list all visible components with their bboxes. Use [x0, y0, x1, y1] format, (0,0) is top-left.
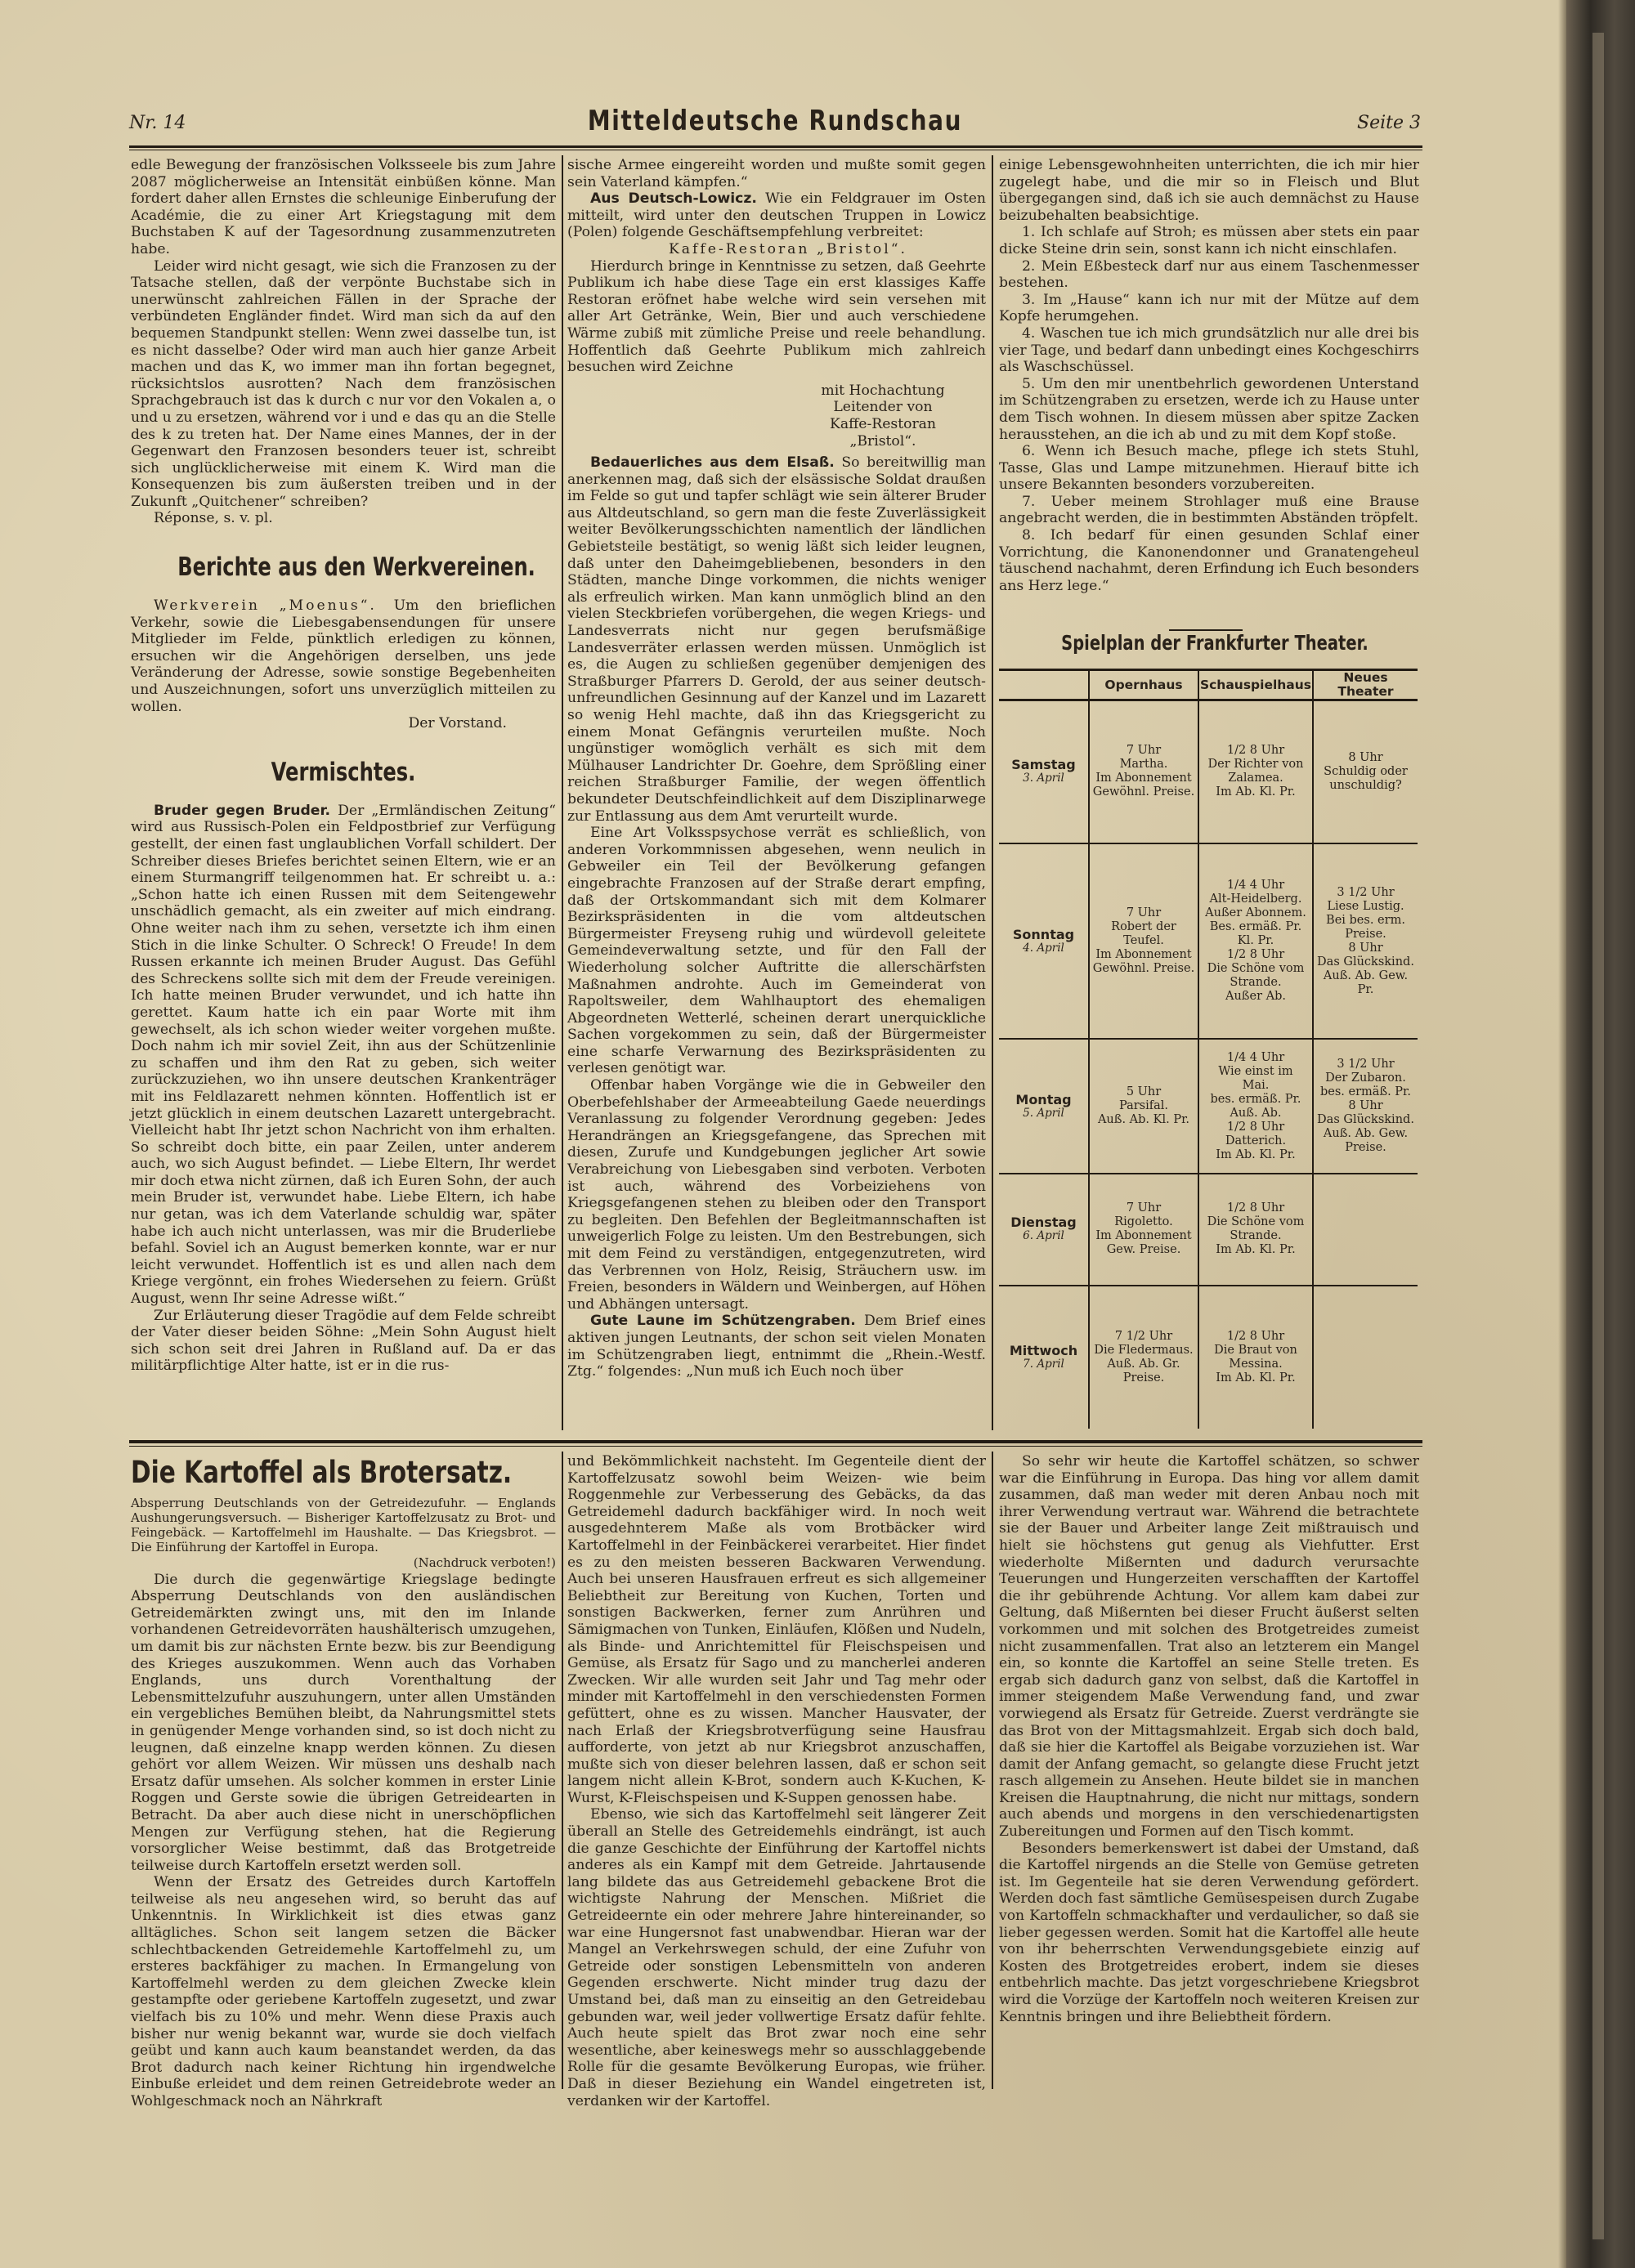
column-1 [131, 157, 556, 1428]
column-rule-lower-1 [562, 1452, 563, 2089]
column-header: Schauspielhaus [1198, 670, 1313, 700]
day-name: Dienstag [1010, 1215, 1077, 1231]
table-row [999, 843, 1418, 1039]
rsvp-line: Réponse, s. v. pl. [154, 510, 273, 527]
article-text: Wie ein Feldgrauer im Osten mitteilt, wird unter den deutschen Truppen in Lowicz (Polen) folgende Geschäftsempfehlung verbreitet: [567, 190, 986, 241]
section-heading-vermischtes: Vermischtes. [271, 757, 416, 787]
column-rule-2 [992, 155, 993, 1430]
kartoffel-column-2 [567, 1453, 986, 2109]
day-cell [999, 1174, 1089, 1285]
reprint-note: (Nachdruck verboten!) [413, 1555, 556, 1570]
binding-strip [1592, 33, 1604, 2239]
table-cell: 3 1/2 Uhr Liese Lustig. Bei bes. erm. Preise. 8 Uhr Das Glückskind. Auß. Ab. Gew. Pr. [1313, 843, 1418, 1039]
article-text: Ebenso, wie sich das Kartoffelmehl seit längerer Zeit überall an Stelle des Getreidemehls eindrängt, ist auch die ganze Geschichte der Einführung der Kartoffel nichts anderes als ein Kampf mit dem Getreide. Jahrtausende lang bildete das aus Getreidemehl gebackene Brot die wichtigste Nahrung der Menschen. Mißriet die Getreideernte ein oder mehrere Jahre hintereinander, so war eine Hungersnot fast unabwendbar. Hieran war der Mangel an Verkehrswegen schuld, der eine Zufuhr von Getreide oder sonstigen Lebensmitteln von anderen Gegenden erschwerte. Nicht minder trug dazu der Umstand bei, daß man zu einseitig an den Getreidebau gebunden war, weil jeder vollwertige Ersatz dafür fehlte. Auch heute spielt das Brot zwar noch eine sehr wesentliche, aber keineswegs mehr so ausschlaggebende Rolle für die gesamte Bevölkerung Europas, wie früher. Daß in dieser Beziehung ein Wandel eingetreten ist, verdanken wir der Kartoffel. [567, 1806, 986, 2109]
table-cell: 3 1/2 Uhr Der Zubaron. bes. ermäß. Pr. 8 Uhr Das Glückskind. Auß. Ab. Gew. Preise. [1313, 1039, 1418, 1174]
club-name: Werkverein „Moenus“. [154, 597, 377, 615]
column-header: Opernhaus [1089, 670, 1198, 700]
signature-line: Kaffe-Restoran [830, 415, 936, 432]
article-title: Die Kartoffel als Brotersatz. [131, 1455, 513, 1490]
list-item: 6. Wenn ich Besuch mache, pflege ich stets Stuhl, Tasse, Glas und Lampe mitzunehmen. Hierauf bitte ich unsere Bekannten besonders vorzubereiten. [999, 443, 1419, 494]
ad-text: Hierdurch bringe in Kenntnisse zu setzen, daß Geehrte Publikum ich habe diese Tage ein erst klassiges Kaffe Restoran eröfnet habe welche wird sein versehen mit aller Art Getränke, Wein, Bier und auch verschiedene Wärme zubiß mit zümliche Preise und reele behandlung. Hoffentlich daß Geehrte Publikum mich zahlreich besuchen wird Zeichne [567, 257, 986, 376]
article-text: Besonders bemerkenswert ist dabei der Umstand, daß die Kartoffel nirgends an die Stelle von Gemüse getreten ist. Im Gegenteile hat sie deren Verwendung gefördert. Werden doch fast sämtliche Gemüsespeisen durch Zugabe von Kartoffeln schmackhafter und verdaulicher, so daß sie lieber gegessen werden. Somit hat die Kartoffel alle heute von ihr beherrschten Verwendungsgebiete einzig auf Kosten des Brotgetreides erobert, indem sie dieses entbehrlich machte. Das jetzt vorgeschriebene Kriegsbrot wird die Vorzüge der Kartoffeln noch weiteren Kreisen zur Kenntnis bringen und ihre Beliebtheit fördern. [999, 1840, 1419, 2025]
article-text: Offenbar haben Vorgänge wie die in Gebweiler den Oberbefehlshaber der Armeeabteilung Gaede neuerdings Veranlassung zu folgender Verordnung gegeben: Jedes Herandrängen an Kriegsgefangene, das Sprechen mit diesen, Zurufe und Kundgebungen jeglicher Art sowie Verabreichung von Liebesgaben sind verboten. Verboten ist auch, während des Vorbeiziehens von Kriegsgefangenen stehen zu bleiben oder den Transport zu begleiten. Den Befehlen der Begleitmannschaften ist unweigerlich Folge zu leisten. Um den Bestrebungen, sich mit dem Feind zu verständigen, entgegenzutreten, wird das Verbrennen von Holz, Reisig, Sträuchern usw. im Freien, besonders in Wäldern und Weinbergen, auf Höhen und Abhängen untersagt. [567, 1077, 986, 1313]
list-item: 8. Ich bedarf für einen gesunden Schlaf einer Vorrichtung, die Kanonendonner und Granatengeheul täuschend nachahmt, deren Erfindung ich Euch besonders ans Herz lege.“ [999, 527, 1419, 594]
list-item: 1. Ich schlafe auf Stroh; es müssen aber stets ein paar dicke Steine drin sein, sonst kann ich nicht einschlafen. [999, 224, 1419, 257]
article-text: sische Armee eingereiht worden und mußte somit gegen sein Vaterland kämpfen.“ [567, 157, 986, 190]
table-cell [1313, 1174, 1418, 1285]
table-row [999, 1286, 1418, 1429]
day-cell [999, 700, 1089, 843]
newspaper-title: Mitteldeutsche Rundschau [587, 105, 963, 137]
theatre-title: Spielplan der Frankfurter Theater. [1061, 631, 1368, 655]
section-divider [129, 1440, 1422, 1443]
day-date: 6. April [1023, 1229, 1064, 1243]
day-name: Sonntag [1012, 926, 1075, 942]
article-text: Eine Art Volksspsychose verrät es schließlich, von anderen Vorkommnissen abgesehen, wenn neulich in Gebweiler ein Teil der Bevölkerung gefangen eingebrachte Franzosen auf der Straße derart empfing, daß der Ortskommandant sich mit dem Kolmarer Bezirkspräsidenten in die vom altdeutschen Bürgermeister Freyseng ruhig und würdevoll geleitete Gemeindeverwaltung setzte, und für den Fall der Wiederholung solcher Auftritte die allerschärfsten Maßnahmen androhte. Auch im Gemeinderat von Rapoltsweiler, dem Wahlhauptort des ehemaligen Abgeordneten Wetterlé, scheinen derart unerquickliche Sachen vorgekommen zu sein, daß der Bürgermeister eine scharfe Verwarnung des Bezirkspräsidenten zu verlesen genötigt war. [567, 825, 986, 1077]
list-item: 5. Um den mir unentbehrlich gewordenen Unterstand im Schützengraben zu ersetzen, werde ich zu Hause unter dem Tisch wohnen. In diesem müssen aber spitze Zacken herausstehen, an die ich ab und zu mit dem Kopf stoße. [999, 375, 1419, 443]
day-date: 3. April [1023, 772, 1064, 785]
ad-title: Kaffe-Restoran „Bristol“. [668, 240, 908, 257]
article-summary: Absperrung Deutschlands von der Getreidezufuhr. — Englands Aushungerungsversuch. — Bisheriger Kartoffelzusatz zu Brot- und Feingebäck. — Kartoffelmehl im Haushalte. — Das Kriegsbrot. — Die Einführung der Kartoffel in Europa. [131, 1496, 556, 1554]
article-text: Der „Ermländischen Zeitung“ wird aus Russisch-Polen ein Feldpostbrief zur Verfügung gestellt, der einen fast unglaublichen Vorfall schildert. Der Schreiber dieses Briefes berichtet seinen Eltern, wie er an einem Sturmangriff teilgenommen hat. Er schreibt u. a.: „Schon hatte ich einen Russen mit dem Seitengewehr unschädlich gemacht, als ein zweiter auf mich eindrang. Ohne weiter nach ihm zu sehen, versetzte ich ihm einen Stich in die linke Schulter. O Schreck! O Freude! In dem Russen erkannte ich meinen Bruder August. Das Gefühl des Schreckens sollte sich mit dem der Freude vereinigen. Ich hatte meinen Bruder verwundet, und ich hatte ihn gerettet. Kaum hatte ich ein paar Worte mit ihm gewechselt, als ich schon wieder weiter vorgehen mußte. Doch nahm ich mir soviel Zeit, ihn aus der Schützenlinie zu schaffen und ihm den Rat zu geben, sich weiter zurückzuziehen, wo ihn unsere deutschen Krankenträger mit ins Feldlazarett nehmen könnten. Hoffentlich ist er jetzt glücklich in einem deutschen Lazarett untergebracht. Vielleicht habt Ihr jetzt schon Nachricht von ihm erhalten. So schreibt doch bitte, ein paar Zeilen, unter anderem auch, wo sich August befindet. — Liebe Eltern, Ihr werdet mir doch etwa nicht zürnen, daß ich Euren Sohn, der auch mein Bruder ist, verwundet habe. Liebe Eltern, ich habe nur getan, was ich dem Vaterlande schuldig war, später habe ich auch nicht unterlassen, was mir die Bruderliebe befahl. Soviel ich an August bemerken konnte, war er nur leicht verwundet. Hoffentlich ist es und allen nach dem Kriege vergönnt, ein frohes Wiedersehen zu feiern. Grüßt August, wenn Ihr seine Adresse wißt.“ [131, 802, 556, 1308]
day-date: 7. April [1023, 1357, 1064, 1371]
signature-line: Leitender von [833, 399, 933, 416]
table-row [999, 700, 1418, 843]
table-cell: 1/4 4 Uhr Alt-Heidelberg. Außer Abonnem. Bes. ermäß. Pr. Kl. Pr. 1/2 8 Uhr Die Schöne vom Strande. Außer Ab. [1198, 843, 1313, 1039]
table-cell: 7 Uhr Robert der Teufel. Im Abonnement Gewöhnl. Preise. [1089, 843, 1198, 1039]
table-cell [1313, 1286, 1418, 1429]
day-cell [999, 1039, 1089, 1174]
header-rule [129, 145, 1422, 148]
table-row [999, 1174, 1418, 1285]
page-edge-shadow [1558, 0, 1566, 2268]
article-headline: Aus Deutsch-Lowicz. [590, 190, 757, 208]
club-signature: Der Vorstand. [408, 715, 507, 732]
article-text: Die durch die gegenwärtige Kriegslage bedingte Absperrung Deutschlands von den ausländischen Getreidemärkten zwingt uns, mit den im Inlande vorhandenen Getreidevorräten haushälterisch umzugehen, um damit bis zur nächsten Ernte bezw. bis zur Beendigung des Krieges auszukommen. Wenn auch das Vorhaben Englands, uns durch Vorenthaltung der Lebensmittelzufuhr auszuhungern, unter allen Umständen ein vergebliches Bemühen bleibt, da Nahrungsmittel stets in genügender Menge vorhanden sind, so ist doch nicht zu leugnen, daß einzelne knapp werden können. Zu diesen gehört vor allem Weizen. Wir müssen uns deshalb nach Ersatz dafür umsehen. Als solcher kommen in erster Linie Roggen und Gerste sowie die übrigen Getreidearten in Betracht. Da aber auch diese nicht in unerschöpflichen Mengen zur Verfügung stehen, hat die Regierung vorsorglicher Weise bestimmt, daß das Brotgetreide teilweise durch Kartoffeln ersetzt werden soll. [131, 1571, 556, 1874]
column-2 [567, 157, 986, 1428]
signature-line: mit Hochachtung [821, 382, 945, 399]
kartoffel-column-1 [131, 1453, 556, 2109]
article-headline: Bedauerliches aus dem Elsaß. [590, 454, 835, 472]
table-cell: 1/2 8 Uhr Die Braut von Messina. Im Ab. Kl. Pr. [1198, 1286, 1313, 1429]
article-text: Dem Brief eines aktiven jungen Leutnants, der schon seit vielen Monaten im Schützengraben liegt, entnimmt die „Rhein.-Westf. Ztg.“ folgendes: „Nun muß ich Euch noch über [567, 1313, 986, 1380]
list-item: 2. Mein Eßbesteck darf nur aus einem Taschenmesser bestehen. [999, 257, 1419, 292]
article-text: edle Bewegung der französischen Volksseele bis zum Jahre 2087 möglicherweise an Intensität einbüßen könne. Man fordert daher allen Ernstes die schleunige Einberufung der Académie, die zu einer Art Kriegstagung mit dem Buchstaben K auf der Tagesordnung zusammenzutreten habe. [131, 157, 556, 257]
club-notice: Um den brieflichen Verkehr, sowie die Liebesgabensendungen für unsere Mitglieder im Felde, pünktlich erledigen zu können, ersuchen wir die Angehörigen derselben, uns jede Veränderung der Adresse, sowie sonstige Begebenheiten und Auszeichnungen, sofort uns unverzüglich mitteilen zu wollen. [131, 597, 556, 715]
table-cell: 5 Uhr Parsifal. Auß. Ab. Kl. Pr. [1089, 1039, 1198, 1174]
list-item: 7. Ueber meinem Strohlager muß eine Brause angebracht werden, die in bestimmten Abständen tröpfelt. [999, 493, 1419, 527]
signature-line: „Bristol“. [849, 432, 916, 450]
section-divider-thin [129, 1446, 1422, 1447]
column-header [999, 670, 1089, 700]
section-heading-werkvereine: Berichte aus den Werkvereinen. [177, 552, 535, 583]
table-row [999, 1039, 1418, 1174]
table-cell: 1/2 8 Uhr Die Schöne vom Strande. Im Ab. Kl. Pr. [1198, 1174, 1313, 1285]
day-cell [999, 843, 1089, 1039]
article-text: Leider wird nicht gesagt, wie sich die Franzosen zu der Tatsache stellen, daß der verpönte Buchstabe sich in unerwünscht zahlreichen Fällen in der Sprache der verbündeten Engländer findet. Wird man sich da auf den bequemen Standpunkt stellen: Wenn zwei dasselbe tun, ist es nicht dasselbe? Oder wird man auch hier ganze Arbeit machen und das K, wo immer man ihn fortan begegnet, rücksichtslos ausrotten? Nach dem französischen Sprachgebrauch ist das k durch c nur vor den Vokalen a, o und u zu ersetzen, während vor i und e das qu an die Stelle des k zu treten hat. Der Name eines Mannes, der in der Gegenwart den Franzosen besonders teuer ist, schreibt sich unglücklicherweise mit einem K. Wird man die Konsequenzen bis zum äußersten treiben und in der Zukunft „Quitchener“ schreiben? [131, 257, 556, 510]
table-cell: 1/4 4 Uhr Wie einst im Mai. bes. ermäß. Pr. Auß. Ab. 1/2 8 Uhr Datterich. Im Ab. Kl. Pr. [1198, 1039, 1313, 1174]
day-cell [999, 1286, 1089, 1429]
article-headline: Gute Laune im Schützengraben. [590, 1313, 856, 1330]
column-rule-lower-2 [992, 1452, 993, 2089]
theatre-schedule-table [999, 669, 1418, 1429]
article-text: einige Lebensgewohnheiten unterrichten, die ich mir hier zugelegt habe, und die mir so in Fleisch und Blut übergegangen sind, daß ich sie auch demnächst zu Hause beizubehalten beabsichtige. [999, 157, 1419, 224]
kartoffel-column-3 [999, 1453, 1419, 2091]
masthead [129, 105, 1421, 141]
day-name: Montag [1015, 1091, 1072, 1107]
column-3 [999, 157, 1419, 623]
list-item: 3. Im „Hause“ kann ich nur mit der Mütze auf dem Kopfe herumgehen. [999, 291, 1419, 325]
table-cell: 7 1/2 Uhr Die Fledermaus. Auß. Ab. Gr. Preise. [1089, 1286, 1198, 1429]
article-text: So bereitwillig man anerkennen mag, daß sich der elsässische Soldat draußen im Felde so gut und tapfer schlägt wie sein älterer Bruder aus Altdeutschland, so gern man die feste Zuverlässigkeit weiter Bevölkerungsschichten namentlich der ländlichen Gebietsteile bestätigt, so wenig läßt sich leider leugnen, daß unter den Daheimgebliebenen, besonders in den Städten, manche Dinge vorkommen, die nichts weniger als erfreulich wirken. Man kann unmöglich blind an den vielen Steckbriefen vorübergehen, die wegen Kriegs- und Landesverrats nicht nur gegen berufsmäßige Landesverräter erlassen werden müssen. Unmöglich ist es, die Augen zu schließen gegenüber demjenigen des Straßburger Pfarrers D. Gerold, der aus seiner deutsch-unfreundlichen Gesinnung auf der Kanzel und im Lazarett so wenig Hehl machte, daß ihn das Kriegsgericht zu einem Monat Gefängnis verurteilen mußte. Noch ungünstiger womöglich verhält es sich mit dem Mülhauser Landrichter Dr. Goehre, dem Sprößling einer reichen Straßburger Familie, der wegen öffentlich bekundeter Deutschfeindlichkeit auf dem Disziplinarwege zur Entlassung aus dem Amt verurteilt wurde. [567, 454, 986, 825]
list-item: 4. Waschen tue ich mich grundsätzlich nur alle drei bis vier Tage, und bedarf dann unbedingt eines Kochgeschirrs als Waschschüssel. [999, 324, 1419, 376]
day-name: Samstag [1011, 757, 1076, 773]
day-date: 5. April [1023, 1106, 1064, 1120]
article-headline: Bruder gegen Bruder. [154, 802, 330, 819]
table-cell: 7 Uhr Rigoletto. Im Abonnement Gew. Preise. [1089, 1174, 1198, 1285]
issue-number: Nr. 14 [129, 113, 186, 133]
ad-signature [567, 382, 986, 450]
table-cell: 7 Uhr Martha. Im Abonnement Gewöhnl. Preise. [1089, 700, 1198, 843]
day-name: Mittwoch [1009, 1342, 1078, 1358]
table-cell: 8 Uhr Schuldig oder unschuldig? [1313, 700, 1418, 843]
column-header: Neues Theater [1313, 670, 1418, 700]
day-date: 4. April [1023, 941, 1064, 955]
page-number: Seite 3 [1357, 113, 1421, 133]
article-text: So sehr wir heute die Kartoffel schätzen, so schwer war die Einführung in Europa. Das hing vor allem damit zusammen, daß man weder mit deren Anbau noch mit ihrer Verwendung vertraut war. Während die betrachtete sie der Bauer und Arbeiter lange Zeit mißtrauisch und hielt sie höchstens gut genug als Viehfutter. Erst wiederholte Mißernten und dadurch verursachte Teuerungen und Hungerzeiten verschafften der Kartoffel die ihr gebührende Achtung. Vor allem kam dabei zur Geltung, daß Mißernten bei dieser Frucht äußerst selten vorkommen und mit solchen des Brotgetreides zumeist nicht zusammenfallen. Trat also an letzterem ein Mangel ein, so konnte die Kartoffel an seine Stelle treten. Es ergab sich dadurch ganz von selbst, daß die Kartoffel in immer steigendem Maße Verwendung fand, und zwar vorwiegend als Ersatz für Getreide. Zuerst verdrängte sie das Brot von der Mittagsmahlzeit. Ergab sich doch bald, daß sie hier die Kartoffel als Beigabe vorzuziehen ist. War damit der Anfang gemacht, so gelangte diese Frucht jetzt rasch allgemein zu Ansehen. Heute bildet sie in manchen Kreisen die Hauptnahrung, die nicht nur mittags, sondern auch abends und morgens in den verschiedenartigsten Zubereitungen und Formen auf den Tisch kommt. [999, 1453, 1419, 1841]
table-header-row [999, 670, 1418, 700]
column-rule-1 [562, 155, 563, 1430]
article-text: Zur Erläuterung dieser Tragödie auf dem Felde schreibt der Vater dieser beiden Söhne: „Mein Sohn August hielt sich schon seit drei Jahren in Rußland auf. Da er das militärpflichtige Alter hatte, ist er in die rus- [131, 1307, 556, 1375]
table-cell: 1/2 8 Uhr Der Richter von Zalamea. Im Ab. Kl. Pr. [1198, 700, 1313, 843]
article-text: Wenn der Ersatz des Getreides durch Kartoffeln teilweise als neu angesehen wird, so beruht das auf Unkenntnis. In Wirklichkeit ist dies etwas ganz alltägliches. Schon seit langem setzen die Bäcker schlechtbackenden Getreidemehle Kartoffelmehl zu, um ersteres backfähiger zu machen. In Ermangelung von Kartoffelmehl werden zu dem gleichen Zwecke klein gestampfte oder geriebene Kartoffeln zugesetzt, und zwar vielfach bis zu 10% und mehr. Wenn diese Praxis auch bisher nur wenig bekannt war, wurde sie doch vielfach geübt und kann auch kaum beanstandet werden, da das Brot dadurch nach keiner Richtung hin irgendwelche Einbuße erleidet und dem reinen Getreidebrote weder an Wohlgeschmack noch an Nährkraft [131, 1874, 556, 2109]
article-text: und Bekömmlichkeit nachsteht. Im Gegenteile dient der Kartoffelzusatz sowohl beim Weizen- wie beim Roggenmehle zur Verbesserung des Gebäcks, da das Getreidemehl dadurch backfähiger wird. In noch weit ausgedehnterem Maße als vom Brotbäcker wird Kartoffelmehl in der Feinbäckerei verarbeitet. Hier findet es zu den meisten besseren Backwaren Verwendung. Auch bei unseren Hausfrauen erfreut es sich allgemeiner Beliebtheit zur Bereitung von Kuchen, Torten und sonstigen Backwerken, ferner zum Anrühren und Sämigmachen von Tunken, Einläufen, Klößen und Nudeln, als Binde- und Anrichtemittel für Fleischspeisen und Gemüse, als Ersatz für Sago und zu mancherlei anderen Zwecken. Wir alle wurden seit Jahr und Tag mehr oder minder mit Kartoffelmehl in den verschiedensten Formen gefüttert, ohne es zu wissen. Mancher Hausvater, der nach Erlaß der Kriegsbrotverfügung seine Hausfrau aufforderte, von jetzt ab nur Kriegsbrot anzuschaffen, mußte sich von dieser belehren lassen, daß er schon seit langem nicht allein K-Brot, sondern auch K-Kuchen, K-Wurst, K-Fleischspeisen und K-Suppen genossen habe. [567, 1453, 986, 1806]
